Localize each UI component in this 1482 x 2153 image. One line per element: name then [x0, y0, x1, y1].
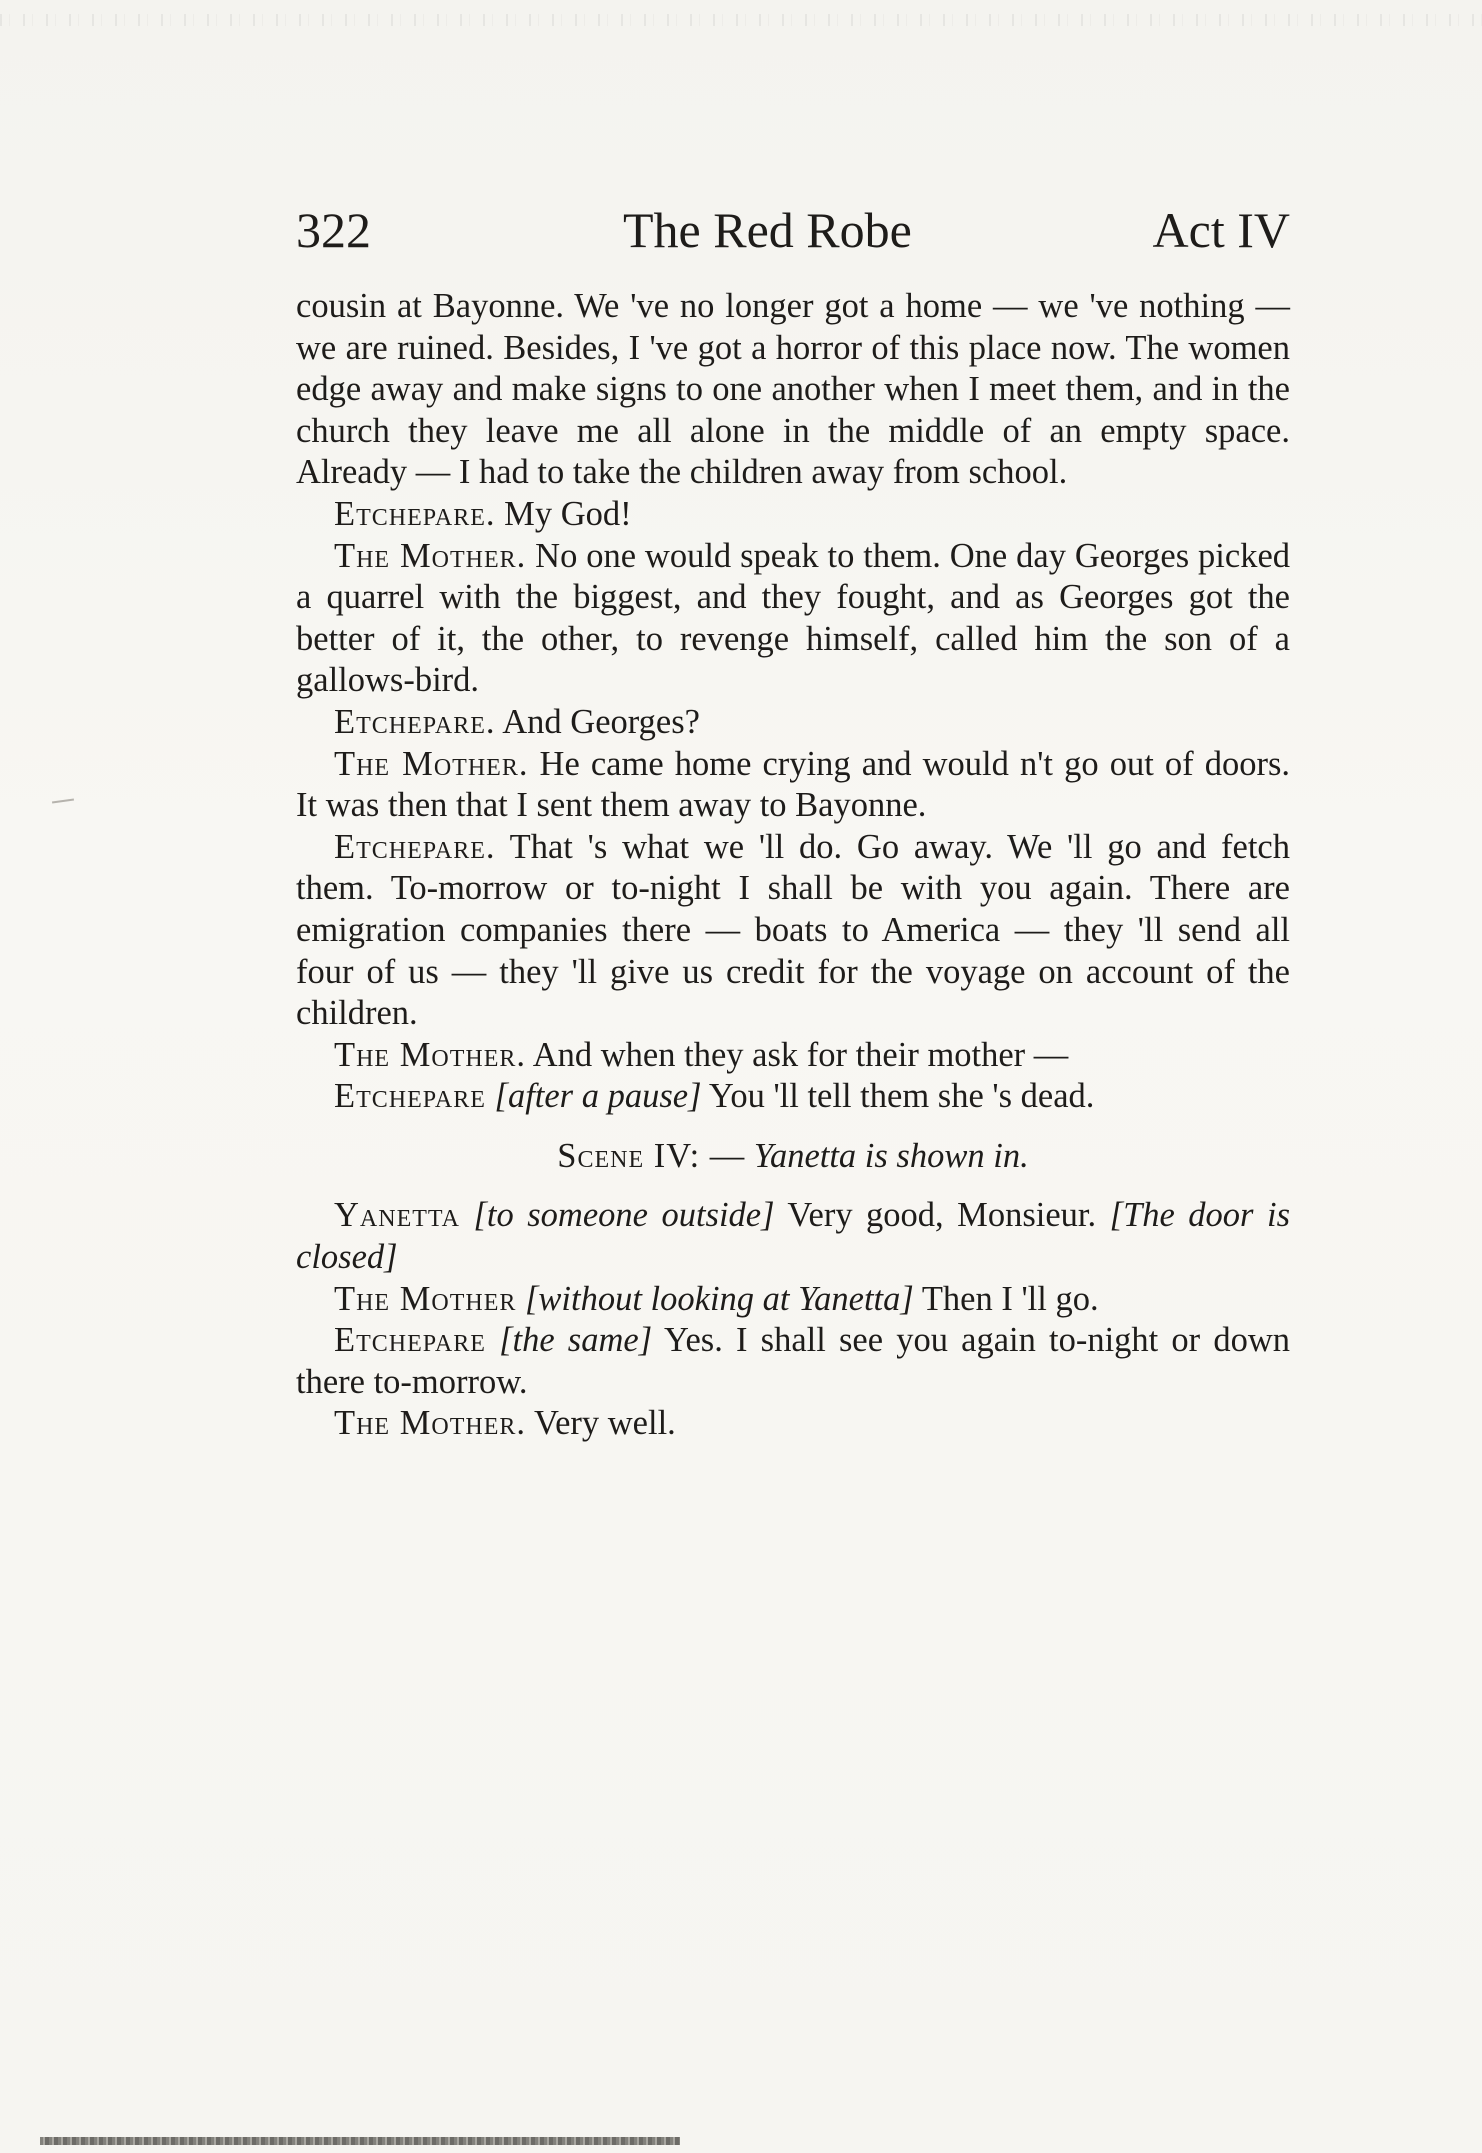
scene-label: Scene IV: —: [557, 1136, 746, 1175]
speaker-name: Etchepare: [334, 1077, 486, 1116]
speech-text: Very well.: [534, 1404, 676, 1443]
stage-direction: [without looking at Yanetta]: [524, 1279, 914, 1318]
speech-text: You 'll tell them she 's dead.: [708, 1077, 1095, 1116]
page-number: 322: [296, 202, 371, 258]
speaker-name: The Mother.: [334, 744, 529, 783]
speaker-name: The Mother.: [334, 1404, 526, 1443]
speech: [296, 1195, 1290, 1278]
speech-text: And when they ask for their mother —: [532, 1035, 1069, 1074]
bottom-edge-rule: [40, 2137, 680, 2145]
speaker-name: The Mother: [334, 1279, 517, 1318]
speech: [296, 744, 1290, 827]
running-header: [296, 200, 1290, 270]
margin-mark: [52, 798, 74, 803]
paragraph-text: cousin at Bayonne. We 've no longer got a home — we 've nothing — we are ruined. Besides, I 've got a horror of this place now. The women edge away and make signs to one another when I meet them, and in the church they leave me all alone in the middle of an empty space. Already — I had to take the children away from school.: [296, 287, 1290, 492]
speech-text: Then I 'll go.: [921, 1279, 1099, 1318]
speech-text: And Georges?: [502, 702, 700, 741]
speech: [296, 1279, 1290, 1321]
page-edge-speckle: [0, 14, 1482, 26]
speaker-name: Etchepare.: [334, 702, 496, 741]
act-label: Act IV: [1152, 202, 1290, 258]
speech-text: That 's what we 'll do. Go away. We 'll go and fetch them. To-morrow or to-night I shall be with you again. There are emigration companies there — boats to America — they 'll send all four of us — they 'll give us credit for the voyage on account of the children.: [296, 827, 1290, 1033]
speech-text: No one would speak to them. One day Georges picked a quarrel with the biggest, and they fought, and as Georges got the better of it, the other, to revenge himself, called him the son of a gallows-bird.: [296, 536, 1291, 700]
speaker-name: Etchepare.: [334, 494, 496, 533]
speech: [296, 827, 1290, 1035]
running-title: The Red Robe: [623, 202, 912, 258]
speech: [296, 494, 1290, 536]
speech: [296, 1320, 1290, 1403]
stage-direction: [to someone outside]: [473, 1196, 775, 1235]
speaker-name: Yanetta: [334, 1196, 460, 1235]
speech: [296, 1076, 1290, 1118]
stage-direction: [the same]: [499, 1321, 653, 1360]
speech-text: Yes. I shall see you again to-night or down there to-morrow.: [296, 1321, 1290, 1401]
speaker-name: Etchepare: [334, 1321, 486, 1360]
speaker-name: The Mother.: [334, 536, 527, 575]
speaker-name: The Mother.: [334, 1035, 526, 1074]
speech: [296, 702, 1290, 744]
speech: [296, 1403, 1290, 1445]
speech-text: He came home crying and would n't go out of doors. It was then that I sent them away to Bayonne.: [296, 744, 1290, 825]
body-text: [296, 286, 1290, 1445]
speech: [296, 536, 1290, 702]
speech-text: My God!: [504, 494, 632, 533]
speaker-name: Etchepare.: [334, 827, 496, 866]
stage-direction: [The door is closed]: [296, 1196, 1290, 1277]
speech-text: Very good, Monsieur.: [787, 1196, 1097, 1235]
scene-heading: [296, 1136, 1290, 1178]
scene-direction: Yanetta is shown in.: [753, 1136, 1029, 1175]
speech: [296, 1035, 1290, 1077]
paragraph: [296, 286, 1290, 494]
stage-direction: [after a pause]: [494, 1077, 702, 1116]
